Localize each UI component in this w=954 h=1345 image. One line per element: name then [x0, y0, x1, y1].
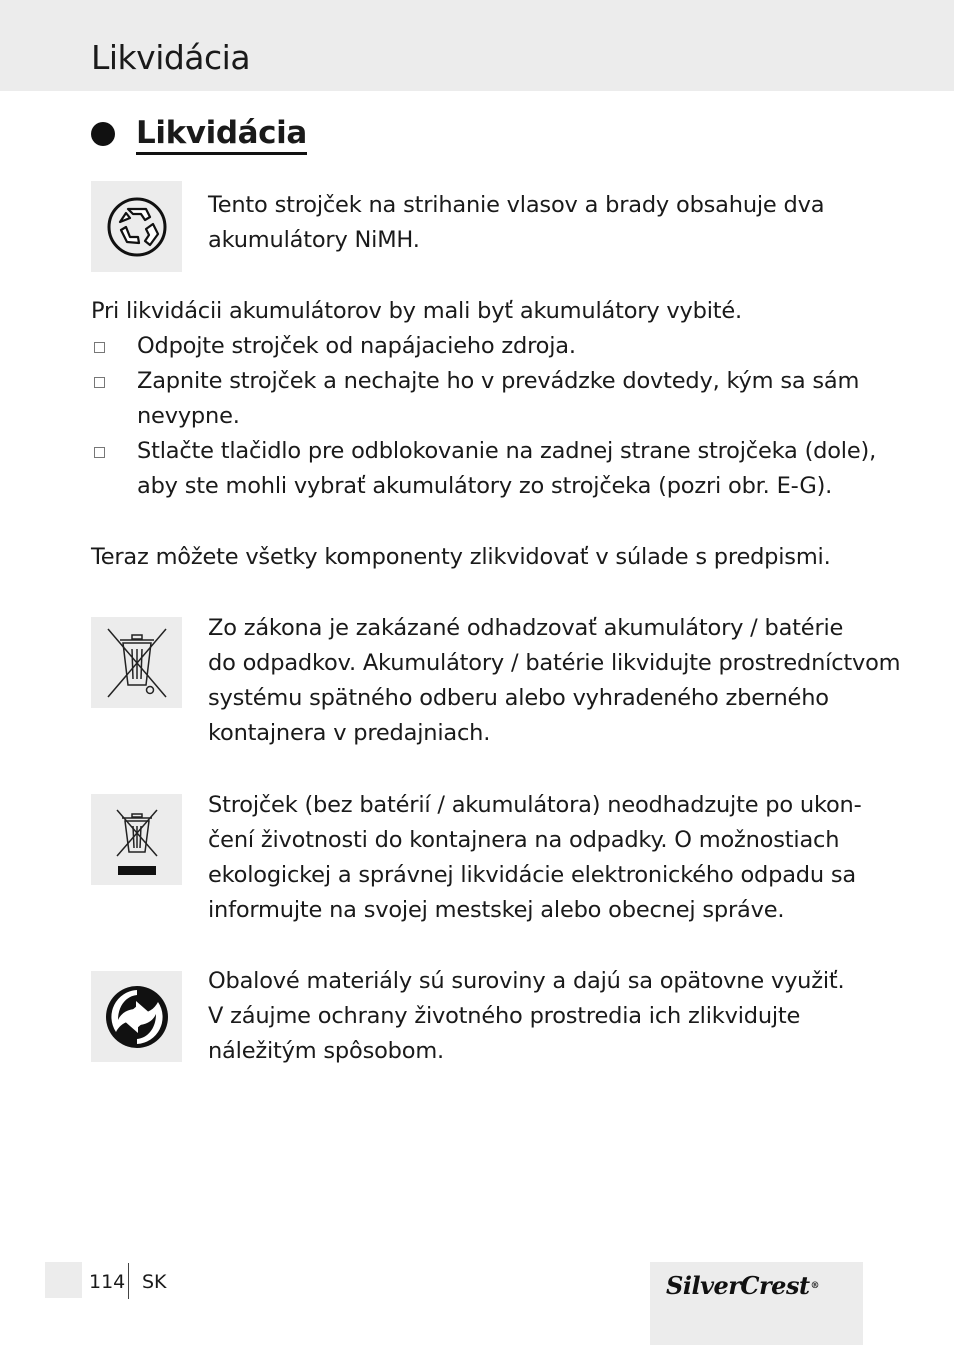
text-line: Zo zákona je zakázané odhadzovať akumulátory / batérie — [208, 615, 844, 641]
text-line: aby ste mohli vybrať akumulátory zo strojčeka (pozri obr. E-G). — [137, 473, 833, 499]
section-title: Likvidácia — [136, 114, 307, 155]
text-line: Zapnite strojček a nechajte ho v prevádzke dovtedy, kým sa sám — [137, 368, 860, 394]
text-line: náležitým spôsobom. — [208, 1038, 444, 1064]
list-item-text — [137, 434, 876, 504]
weee-text — [208, 788, 862, 928]
text-line: čení životnosti do kontajnera na odpadky. O možnostiach — [208, 827, 840, 853]
text-line: nevypne. — [137, 403, 240, 429]
footer-divider — [128, 1263, 129, 1299]
text-line: V záujme ochrany životného prostredia ich zlikvidujte — [208, 1003, 801, 1029]
green-dot-icon — [91, 971, 182, 1062]
text-line: Obalové materiály sú suroviny a dajú sa opätovne využiť. — [208, 968, 845, 994]
intro-text: Pri likvidácii akumulátorov by mali byť akumulátory vybité. — [91, 298, 742, 324]
checkbox-bullet — [94, 377, 105, 388]
checkbox-bullet — [94, 342, 105, 353]
packaging-text — [208, 964, 844, 1069]
language-code: SK — [142, 1271, 167, 1293]
page-number: 114 — [89, 1271, 126, 1293]
text-line: Tento strojček na strihanie vlasov a brady obsahuje dva — [208, 192, 825, 218]
crossed-out-bin-weee-icon — [91, 794, 182, 885]
brand-logo — [666, 1270, 819, 1302]
section-heading — [91, 112, 307, 156]
text-line: Stlačte tlačidlo pre odblokovanie na zadnej strane strojčeka (dole), — [137, 438, 877, 464]
text-line: informujte na svojej mestskej alebo obecnej správe. — [208, 897, 785, 923]
recycle-icon — [91, 181, 182, 272]
registered-mark: ® — [810, 1281, 820, 1291]
text-line: akumulátory NiMH. — [208, 227, 420, 253]
crossed-out-bin-battery-icon — [91, 617, 182, 708]
text-line: Strojček (bez batérií / akumulátora) neodhadzujte po ukon- — [208, 792, 862, 818]
text-line: Odpojte strojček od napájacieho zdroja. — [137, 333, 576, 359]
list-item-text — [137, 329, 576, 364]
text-line: do odpadkov. Akumulátory / batérie likvidujte prostredníctvom — [208, 650, 901, 676]
battery-text — [208, 611, 900, 751]
text-line: systému spätného odberu alebo vyhradeného zberného — [208, 685, 829, 711]
footer-tab — [45, 1262, 82, 1298]
text-line: kontajnera v predajniach. — [208, 720, 491, 746]
now-text: Teraz môžete všetky komponenty zlikvidovať v súlade s predpismi. — [91, 544, 831, 570]
page-title: Likvidácia — [91, 38, 251, 77]
bullet-dot — [91, 122, 115, 146]
brand-name: SilverCrest — [666, 1271, 810, 1300]
checkbox-bullet — [94, 447, 105, 458]
list-item-text — [137, 364, 859, 434]
text-line: ekologickej a správnej likvidácie elektronického odpadu sa — [208, 862, 856, 888]
recycle-text — [208, 188, 824, 258]
